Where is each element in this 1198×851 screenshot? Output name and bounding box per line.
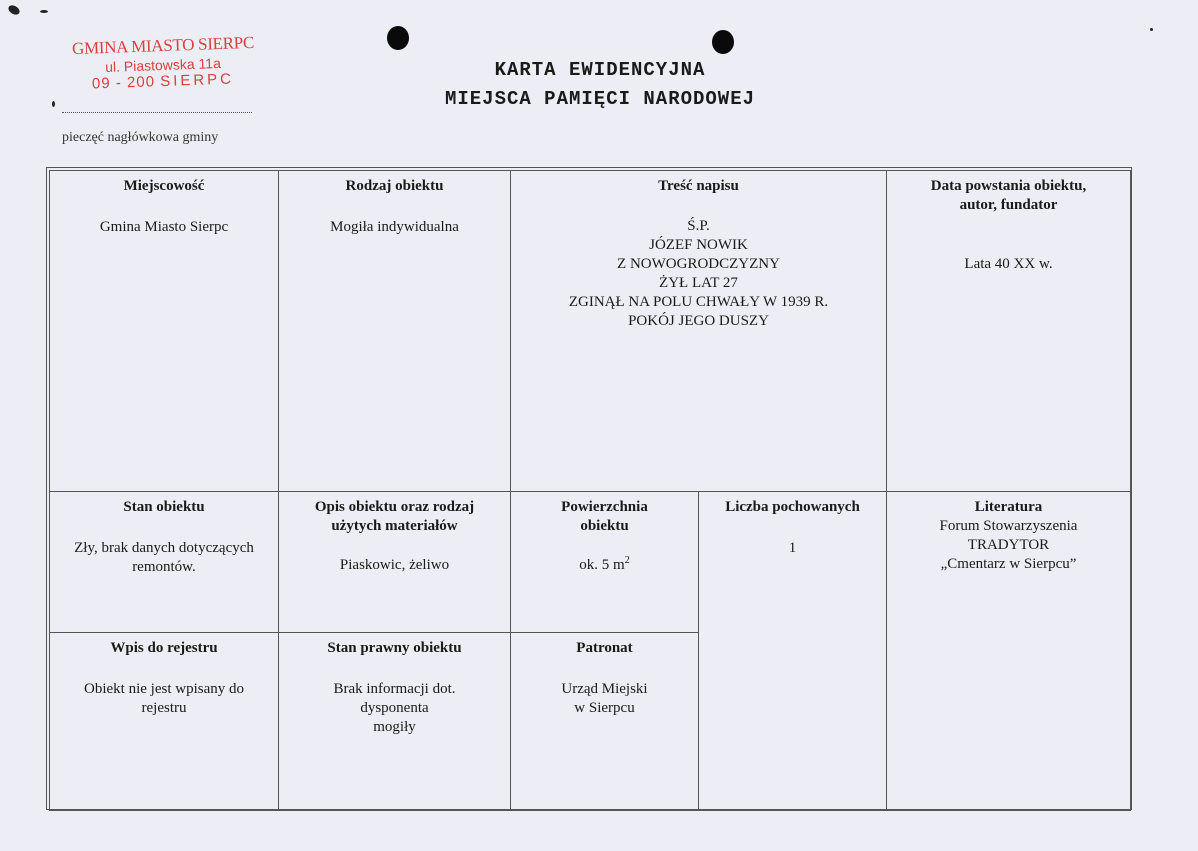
- label-data-line-2: autor, fundator: [959, 197, 1058, 213]
- cell-powierzchnia: [510, 491, 699, 633]
- cell-patronat: [510, 632, 699, 811]
- stamp-city: SIERPC: [159, 70, 235, 91]
- cell-stan-prawny: [278, 632, 511, 811]
- label-stan-obiektu: Stan obiektu: [123, 499, 205, 515]
- cell-rodzaj-obiektu: [278, 170, 511, 492]
- label-tresc-napisu: Treść napisu: [658, 178, 739, 194]
- value-literatura-line-2: TRADYTOR: [967, 537, 1050, 553]
- inscription-line: ŻYŁ LAT 27: [659, 275, 738, 291]
- stamp-line-name: GMINA MIASTO SIERPC: [71, 32, 255, 59]
- value-wpis-line-1: Obiekt nie jest wpisany do: [84, 681, 244, 697]
- value-stan-line-2: remontów.: [132, 559, 196, 575]
- value-wpis-do-rejestru: [50, 680, 278, 718]
- value-patronat: [511, 680, 698, 718]
- record-table: [46, 167, 1132, 810]
- scan-speck: [1150, 28, 1153, 31]
- value-patronat-line-2: w Sierpcu: [574, 700, 635, 716]
- label-patronat: Patronat: [576, 640, 633, 656]
- value-powierzchnia-number: ok. 5 m: [579, 557, 625, 573]
- value-literatura-line-1: Forum Stowarzyszenia: [939, 518, 1078, 534]
- value-stan-prawny-line-1: Brak informacji dot.: [333, 681, 456, 697]
- label-rodzaj-obiektu: Rodzaj obiektu: [345, 178, 444, 194]
- label-data-line-1: Data powstania obiektu,: [930, 178, 1087, 194]
- label-data-powstania: [887, 177, 1130, 215]
- inscription-line: ZGINĄŁ NA POLU CHWAŁY W 1939 R.: [568, 294, 829, 310]
- punch-hole-left: [387, 26, 409, 50]
- label-miejscowosc: Miejscowość: [123, 178, 205, 194]
- unit-superscript: 2: [624, 555, 630, 566]
- label-powierzchnia-line-2: obiektu: [580, 518, 629, 534]
- cell-opis-obiektu: [278, 491, 511, 633]
- document-title: [340, 56, 860, 114]
- cell-stan-obiektu: [49, 491, 279, 633]
- value-rodzaj-obiektu: Mogiła indywidualna: [330, 219, 459, 235]
- value-stan-prawny: [279, 680, 510, 737]
- value-miejscowosc: Gmina Miasto Sierpc: [99, 219, 229, 235]
- value-wpis-line-2: rejestru: [141, 700, 187, 716]
- scan-speck: [7, 4, 21, 17]
- municipality-stamp: [58, 32, 268, 93]
- value-data-powstania: Lata 40 XX w.: [964, 256, 1053, 272]
- title-line-1: KARTA EWIDENCYJNA: [494, 59, 706, 81]
- label-liczba-pochowanych: Liczba pochowanych: [725, 499, 860, 515]
- scan-speck: [40, 10, 48, 13]
- cell-wpis-do-rejestru: [49, 632, 279, 811]
- label-opis-line-1: Opis obiektu oraz rodzaj: [314, 499, 475, 515]
- title-line-2: MIEJSCA PAMIĘCI NARODOWEJ: [444, 88, 756, 110]
- label-powierzchnia-line-1: Powierzchnia: [561, 499, 648, 515]
- inscription-line: Z NOWOGRODCZYZNY: [617, 256, 780, 272]
- value-opis-obiektu: Piaskowic, żeliwo: [339, 557, 450, 573]
- label-literatura: Literatura: [974, 499, 1043, 515]
- cell-tresc-napisu: [510, 170, 887, 492]
- value-liczba-pochowanych: 1: [788, 540, 797, 556]
- cell-literatura: [886, 491, 1131, 811]
- value-stan-prawny-line-2: dysponenta: [360, 700, 429, 716]
- inscription-line: JÓZEF NOWIK: [649, 237, 748, 253]
- stamp-postcode: 09 - 200: [91, 73, 156, 93]
- value-powierzchnia: [511, 556, 698, 575]
- value-stan-prawny-line-3: mogiły: [373, 719, 416, 735]
- stamp-caption: pieczęć nagłówkowa gminy: [62, 130, 219, 145]
- cell-miejscowosc: [49, 170, 279, 492]
- cell-data-powstania: [886, 170, 1131, 492]
- punch-hole-right: [712, 30, 734, 54]
- label-powierzchnia: [511, 498, 698, 536]
- inscription-line: Ś.P.: [687, 218, 710, 234]
- inscription-line: POKÓJ JEGO DUSZY: [628, 313, 769, 329]
- label-opis-obiektu: [279, 498, 510, 536]
- cell-liczba-pochowanych: [698, 491, 887, 811]
- label-opis-line-2: użytych materiałów: [331, 518, 458, 534]
- value-literatura-line-3: „Cmentarz w Sierpcu”: [940, 556, 1077, 572]
- value-stan-obiektu: [50, 539, 278, 577]
- value-literatura: [887, 517, 1130, 574]
- stamp-dotted-line: [62, 112, 252, 113]
- value-stan-line-1: Zły, brak danych dotyczących: [74, 540, 254, 556]
- inscription-text: [511, 217, 886, 331]
- label-stan-prawny: Stan prawny obiektu: [327, 640, 462, 656]
- label-wpis-do-rejestru: Wpis do rejestru: [110, 640, 218, 656]
- stamp-line-street: ul. Piastowska 11a: [104, 54, 222, 76]
- scan-speck: [52, 101, 55, 107]
- value-patronat-line-1: Urząd Miejski: [561, 681, 648, 697]
